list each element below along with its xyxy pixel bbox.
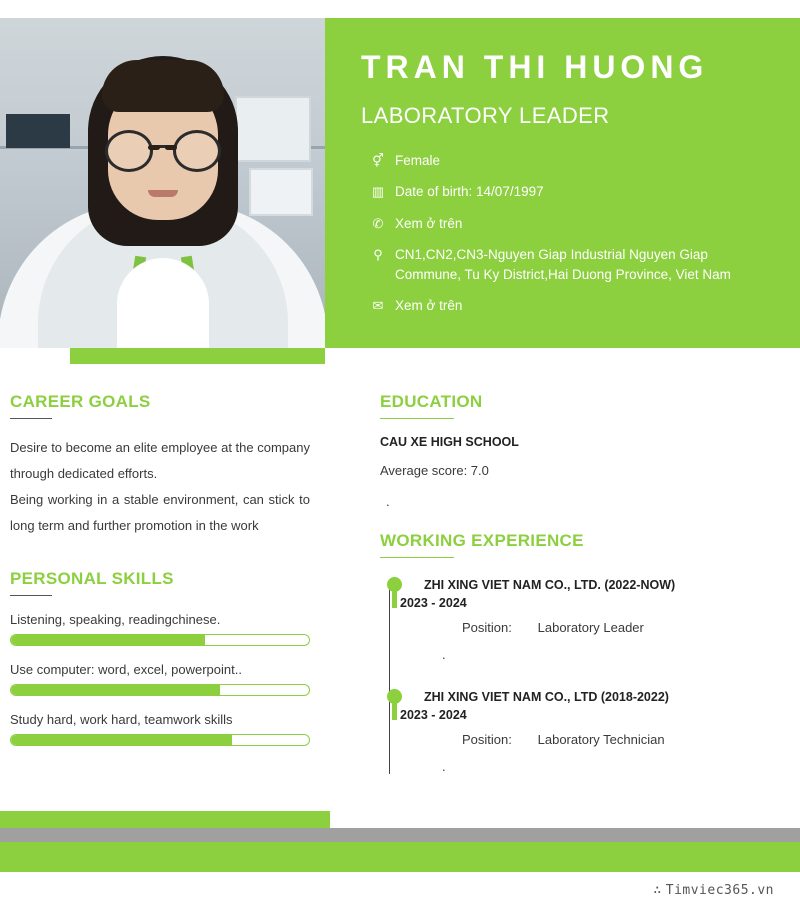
header-accent-bar [70, 348, 325, 364]
career-goals-paragraph-2: Being working in a stable environment, can stick to long term and further promotion in the work [10, 492, 310, 533]
contact-item-address [361, 245, 770, 286]
experience-company: ZHI XING VIET NAM CO., LTD. (2022-NOW) [424, 578, 676, 592]
photo-frame-light [235, 96, 311, 162]
career-goals-title: CAREER GOALS [10, 392, 151, 411]
photo-frame-light-2 [249, 168, 313, 216]
photo-hair-front [102, 60, 224, 112]
section-personal-skills [10, 569, 310, 746]
brand-name: Timviec365.vn [665, 883, 774, 898]
footer-green-bar [0, 842, 800, 872]
career-goals-paragraph-1: Desire to become an elite employee at the company through dedicated efforts. [10, 440, 310, 481]
experience-position-label: Position: [462, 620, 512, 635]
photo-eye-right [165, 145, 177, 150]
personal-skills-underline [10, 595, 52, 596]
job-title: LABORATORY LEADER [361, 103, 610, 129]
skill-bar-track [10, 684, 310, 696]
contact-phone-text: Xem ở trên [395, 215, 463, 231]
skill-label: Use computer: word, excel, powerpoint.. [10, 662, 242, 677]
profile-photo-image [0, 18, 325, 348]
experience-timeline [380, 576, 776, 774]
contact-item-gender [361, 151, 770, 171]
skills-list [10, 612, 310, 746]
contact-item-email[interactable] [361, 296, 770, 316]
photo-glasses-lens-left [105, 130, 153, 172]
photo-shirt [117, 258, 209, 348]
contact-gender-text: Female [395, 153, 441, 169]
timeline-bullet-tail [392, 590, 397, 608]
footer-gray-bar [0, 828, 800, 842]
skill-bar-fill [11, 635, 205, 645]
experience-position-value: Laboratory Leader [537, 620, 644, 635]
experience-position-row [462, 620, 776, 635]
experience-position-row [462, 732, 776, 747]
experience-position-value: Laboratory Technician [537, 732, 665, 747]
calendar-icon: ▥ [371, 184, 385, 200]
timeline-bullet-tail [392, 702, 397, 720]
brand-mark-icon: ∴ [653, 883, 662, 898]
photo-eye-left [148, 145, 160, 150]
skill-bar-fill [11, 735, 232, 745]
contact-item-phone[interactable] [361, 214, 770, 234]
section-education [380, 392, 776, 509]
photo-mouth [148, 190, 178, 197]
page-title: TRAN THI HUONG [361, 49, 709, 85]
education-school: CAU XE HIGH SCHOOL [380, 435, 519, 449]
profile-photo [0, 18, 325, 348]
cv-header [0, 18, 800, 348]
footer-accent-left [0, 811, 330, 828]
experience-note: . [442, 759, 446, 774]
photo-glasses-lens-right [173, 130, 221, 172]
experience-note: . [442, 647, 446, 662]
skill-bar-track [10, 734, 310, 746]
experience-position-label: Position: [462, 732, 512, 747]
experience-years: 2023 - 2024 [400, 708, 467, 722]
contact-email-text: Xem ở trên [395, 298, 463, 314]
personal-skills-title: PERSONAL SKILLS [10, 569, 174, 588]
phone-icon: ✆ [372, 215, 384, 231]
skill-item [10, 612, 310, 646]
skill-item [10, 712, 310, 746]
header-info-panel [325, 18, 800, 348]
photo-glasses [103, 130, 223, 166]
education-note: . [386, 494, 390, 509]
skill-item [10, 662, 310, 696]
working-experience-underline [380, 557, 454, 558]
footer-brand [653, 883, 774, 898]
location-icon: ⚲ [373, 246, 383, 262]
left-column [0, 392, 370, 800]
education-title: EDUCATION [380, 392, 483, 411]
skill-label: Listening, speaking, readingchinese. [10, 612, 221, 627]
contact-birthdate-text: Date of birth: 14/07/1997 [395, 184, 544, 200]
career-goals-underline [10, 418, 52, 419]
experience-years: 2023 - 2024 [400, 596, 467, 610]
photo-frame-dark [6, 114, 70, 148]
right-column [370, 392, 800, 800]
skill-label: Study hard, work hard, teamwork skills [10, 712, 233, 727]
gender-icon: ⚥ [372, 153, 384, 169]
experience-item [392, 688, 776, 774]
contact-address-text: CN1,CN2,CN3-Nguyen Giap Industrial Nguyen Giap Commune, Tu Ky District,Hai Duong Province, Viet Nam [395, 246, 731, 283]
cv-body [0, 348, 800, 800]
contact-list [361, 151, 770, 317]
skill-bar-track [10, 634, 310, 646]
section-career-goals [10, 392, 310, 539]
experience-company: ZHI XING VIET NAM CO., LTD (2018-2022) [424, 690, 669, 704]
working-experience-title: WORKING EXPERIENCE [380, 531, 584, 550]
experience-item [392, 576, 776, 662]
education-underline [380, 418, 454, 419]
timeline-line [389, 582, 390, 774]
email-icon: ✉ [372, 298, 384, 314]
education-score: Average score: 7.0 [380, 463, 489, 478]
cv-document [0, 18, 800, 916]
contact-item-birthdate [361, 182, 770, 202]
skill-bar-fill [11, 685, 220, 695]
section-working-experience [380, 531, 776, 774]
